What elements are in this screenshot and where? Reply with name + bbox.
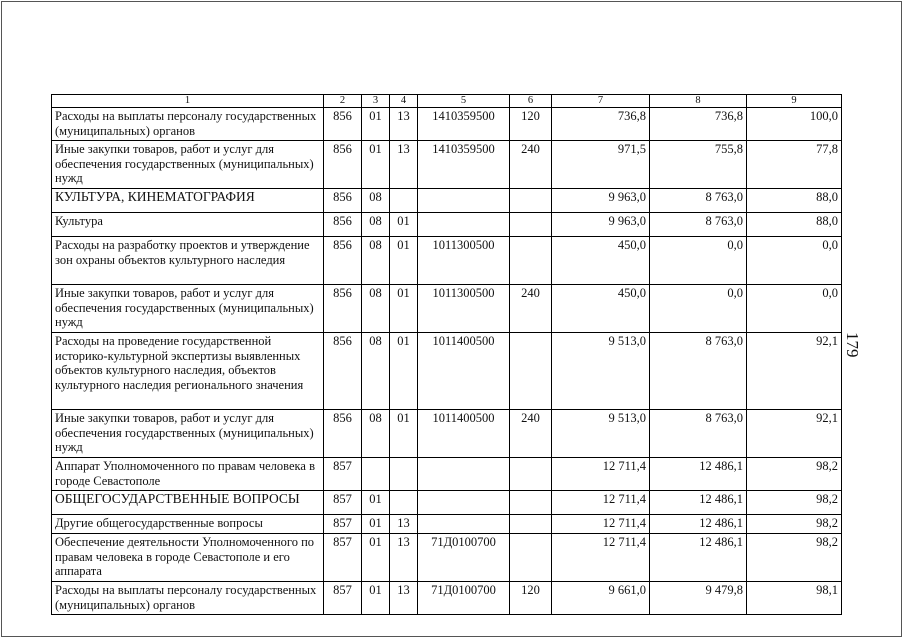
row-expense-type-cell <box>510 491 552 515</box>
row-percent-cell: 88,0 <box>747 189 842 213</box>
row-target-code-cell: 1011400500 <box>418 333 510 410</box>
row-podrazdel-cell: 13 <box>390 515 418 534</box>
row-percent-cell: 98,2 <box>747 534 842 582</box>
row-plan-cell: 9 513,0 <box>552 333 650 410</box>
row-name-cell: Другие общегосударственные вопросы <box>52 515 324 534</box>
row-razdel-cell: 08 <box>362 237 390 285</box>
row-razdel-cell: 01 <box>362 582 390 615</box>
row-expense-type-cell <box>510 534 552 582</box>
row-target-code-cell: 1410359500 <box>418 141 510 189</box>
row-glava-cell: 857 <box>324 534 362 582</box>
row-fact-cell: 8 763,0 <box>650 333 747 410</box>
table-row <box>52 582 842 615</box>
row-target-code-cell <box>418 515 510 534</box>
row-target-code-cell: 71Д0100700 <box>418 534 510 582</box>
row-plan-cell: 12 711,4 <box>552 515 650 534</box>
table-row <box>52 534 842 582</box>
row-target-code-cell <box>418 491 510 515</box>
row-podrazdel-cell: 01 <box>390 333 418 410</box>
row-expense-type-cell: 240 <box>510 410 552 458</box>
row-plan-cell: 12 711,4 <box>552 458 650 491</box>
row-name-cell: Расходы на выплаты персоналу государственных (муниципальных) органов <box>52 582 324 615</box>
header-cell: 8 <box>650 95 747 108</box>
header-cell: 3 <box>362 95 390 108</box>
row-podrazdel-cell <box>390 458 418 491</box>
row-target-code-cell: 1011400500 <box>418 410 510 458</box>
row-fact-cell: 8 763,0 <box>650 410 747 458</box>
row-plan-cell: 9 513,0 <box>552 410 650 458</box>
row-target-code-cell <box>418 458 510 491</box>
row-fact-cell: 12 486,1 <box>650 534 747 582</box>
row-target-code-cell: 1011300500 <box>418 237 510 285</box>
row-razdel-cell: 01 <box>362 515 390 534</box>
row-fact-cell: 12 486,1 <box>650 458 747 491</box>
table-row <box>52 410 842 458</box>
header-cell: 4 <box>390 95 418 108</box>
row-fact-cell: 9 479,8 <box>650 582 747 615</box>
row-razdel-cell: 08 <box>362 410 390 458</box>
row-fact-cell: 12 486,1 <box>650 491 747 515</box>
row-podrazdel-cell: 13 <box>390 108 418 141</box>
row-percent-cell: 98,2 <box>747 491 842 515</box>
row-razdel-cell: 01 <box>362 141 390 189</box>
row-fact-cell: 736,8 <box>650 108 747 141</box>
row-expense-type-cell <box>510 237 552 285</box>
row-glava-cell: 856 <box>324 410 362 458</box>
row-glava-cell: 856 <box>324 141 362 189</box>
row-plan-cell: 971,5 <box>552 141 650 189</box>
row-razdel-cell: 08 <box>362 213 390 237</box>
row-percent-cell: 77,8 <box>747 141 842 189</box>
row-razdel-cell: 01 <box>362 108 390 141</box>
table-row <box>52 237 842 285</box>
row-glava-cell: 856 <box>324 333 362 410</box>
table-row <box>52 141 842 189</box>
row-razdel-cell: 08 <box>362 285 390 333</box>
row-podrazdel-cell: 01 <box>390 237 418 285</box>
header-cell: 2 <box>324 95 362 108</box>
row-podrazdel-cell <box>390 491 418 515</box>
row-glava-cell: 857 <box>324 491 362 515</box>
row-name-cell: Культура <box>52 213 324 237</box>
row-plan-cell: 12 711,4 <box>552 491 650 515</box>
row-name-cell: Обеспечение деятельности Уполномоченного по правам человека в городе Севастополе и его аппарата <box>52 534 324 582</box>
row-target-code-cell <box>418 189 510 213</box>
row-fact-cell: 8 763,0 <box>650 213 747 237</box>
row-fact-cell: 0,0 <box>650 237 747 285</box>
row-glava-cell: 857 <box>324 582 362 615</box>
row-plan-cell: 9 661,0 <box>552 582 650 615</box>
row-percent-cell: 92,1 <box>747 410 842 458</box>
row-percent-cell: 0,0 <box>747 285 842 333</box>
row-percent-cell: 100,0 <box>747 108 842 141</box>
row-glava-cell: 857 <box>324 515 362 534</box>
header-cell: 6 <box>510 95 552 108</box>
row-plan-cell: 9 963,0 <box>552 213 650 237</box>
header-cell: 5 <box>418 95 510 108</box>
row-expense-type-cell: 120 <box>510 108 552 141</box>
row-name-cell: Расходы на разработку проектов и утверждение зон охраны объектов культурного наследия <box>52 237 324 285</box>
header-cell: 9 <box>747 95 842 108</box>
page-number: 179 <box>843 332 862 358</box>
row-expense-type-cell <box>510 458 552 491</box>
row-percent-cell: 92,1 <box>747 333 842 410</box>
row-expense-type-cell: 240 <box>510 141 552 189</box>
table-row <box>52 458 842 491</box>
row-fact-cell: 0,0 <box>650 285 747 333</box>
row-podrazdel-cell: 13 <box>390 141 418 189</box>
row-plan-cell: 9 963,0 <box>552 189 650 213</box>
row-expense-type-cell: 120 <box>510 582 552 615</box>
row-razdel-cell: 08 <box>362 189 390 213</box>
row-glava-cell: 856 <box>324 189 362 213</box>
row-razdel-cell: 01 <box>362 534 390 582</box>
row-glava-cell: 856 <box>324 213 362 237</box>
row-fact-cell: 8 763,0 <box>650 189 747 213</box>
header-row <box>52 95 842 108</box>
row-fact-cell: 755,8 <box>650 141 747 189</box>
row-target-code-cell: 1011300500 <box>418 285 510 333</box>
header-cell: 1 <box>52 95 324 108</box>
row-plan-cell: 736,8 <box>552 108 650 141</box>
row-target-code-cell: 71Д0100700 <box>418 582 510 615</box>
budget-table <box>51 94 842 615</box>
row-podrazdel-cell: 01 <box>390 213 418 237</box>
table-row <box>52 515 842 534</box>
row-podrazdel-cell: 01 <box>390 410 418 458</box>
table-row <box>52 285 842 333</box>
row-name-cell: Расходы на выплаты персоналу государственных (муниципальных) органов <box>52 108 324 141</box>
row-fact-cell: 12 486,1 <box>650 515 747 534</box>
header-cell: 7 <box>552 95 650 108</box>
table-row <box>52 189 842 213</box>
row-podrazdel-cell: 01 <box>390 285 418 333</box>
row-podrazdel-cell <box>390 189 418 213</box>
row-glava-cell: 856 <box>324 285 362 333</box>
row-name-cell: КУЛЬТУРА, КИНЕМАТОГРАФИЯ <box>52 189 324 213</box>
row-plan-cell: 450,0 <box>552 285 650 333</box>
row-percent-cell: 88,0 <box>747 213 842 237</box>
row-percent-cell: 98,2 <box>747 458 842 491</box>
table-row <box>52 491 842 515</box>
row-name-cell: Аппарат Уполномоченного по правам человека в городе Севастополе <box>52 458 324 491</box>
row-glava-cell: 857 <box>324 458 362 491</box>
row-razdel-cell <box>362 458 390 491</box>
row-razdel-cell: 01 <box>362 491 390 515</box>
row-plan-cell: 450,0 <box>552 237 650 285</box>
row-glava-cell: 856 <box>324 237 362 285</box>
row-expense-type-cell <box>510 189 552 213</box>
row-glava-cell: 856 <box>324 108 362 141</box>
table-row <box>52 108 842 141</box>
row-plan-cell: 12 711,4 <box>552 534 650 582</box>
row-target-code-cell: 1410359500 <box>418 108 510 141</box>
row-name-cell: Иные закупки товаров, работ и услуг для обеспечения государственных (муниципальных) нужд <box>52 141 324 189</box>
row-name-cell: ОБЩЕГОСУДАРСТВЕННЫЕ ВОПРОСЫ <box>52 491 324 515</box>
row-podrazdel-cell: 13 <box>390 582 418 615</box>
row-expense-type-cell <box>510 213 552 237</box>
table-row <box>52 213 842 237</box>
row-expense-type-cell <box>510 333 552 410</box>
row-razdel-cell: 08 <box>362 333 390 410</box>
table-row <box>52 333 842 410</box>
row-expense-type-cell: 240 <box>510 285 552 333</box>
row-expense-type-cell <box>510 515 552 534</box>
row-name-cell: Иные закупки товаров, работ и услуг для обеспечения государственных (муниципальных) нужд <box>52 285 324 333</box>
row-name-cell: Расходы на проведение государственной историко-культурной экспертизы выявленных объектов культурного наследия, объектов культурного наследия регионального значения <box>52 333 324 410</box>
row-podrazdel-cell: 13 <box>390 534 418 582</box>
row-target-code-cell <box>418 213 510 237</box>
row-name-cell: Иные закупки товаров, работ и услуг для обеспечения государственных (муниципальных) нужд <box>52 410 324 458</box>
row-percent-cell: 98,1 <box>747 582 842 615</box>
row-percent-cell: 98,2 <box>747 515 842 534</box>
row-percent-cell: 0,0 <box>747 237 842 285</box>
